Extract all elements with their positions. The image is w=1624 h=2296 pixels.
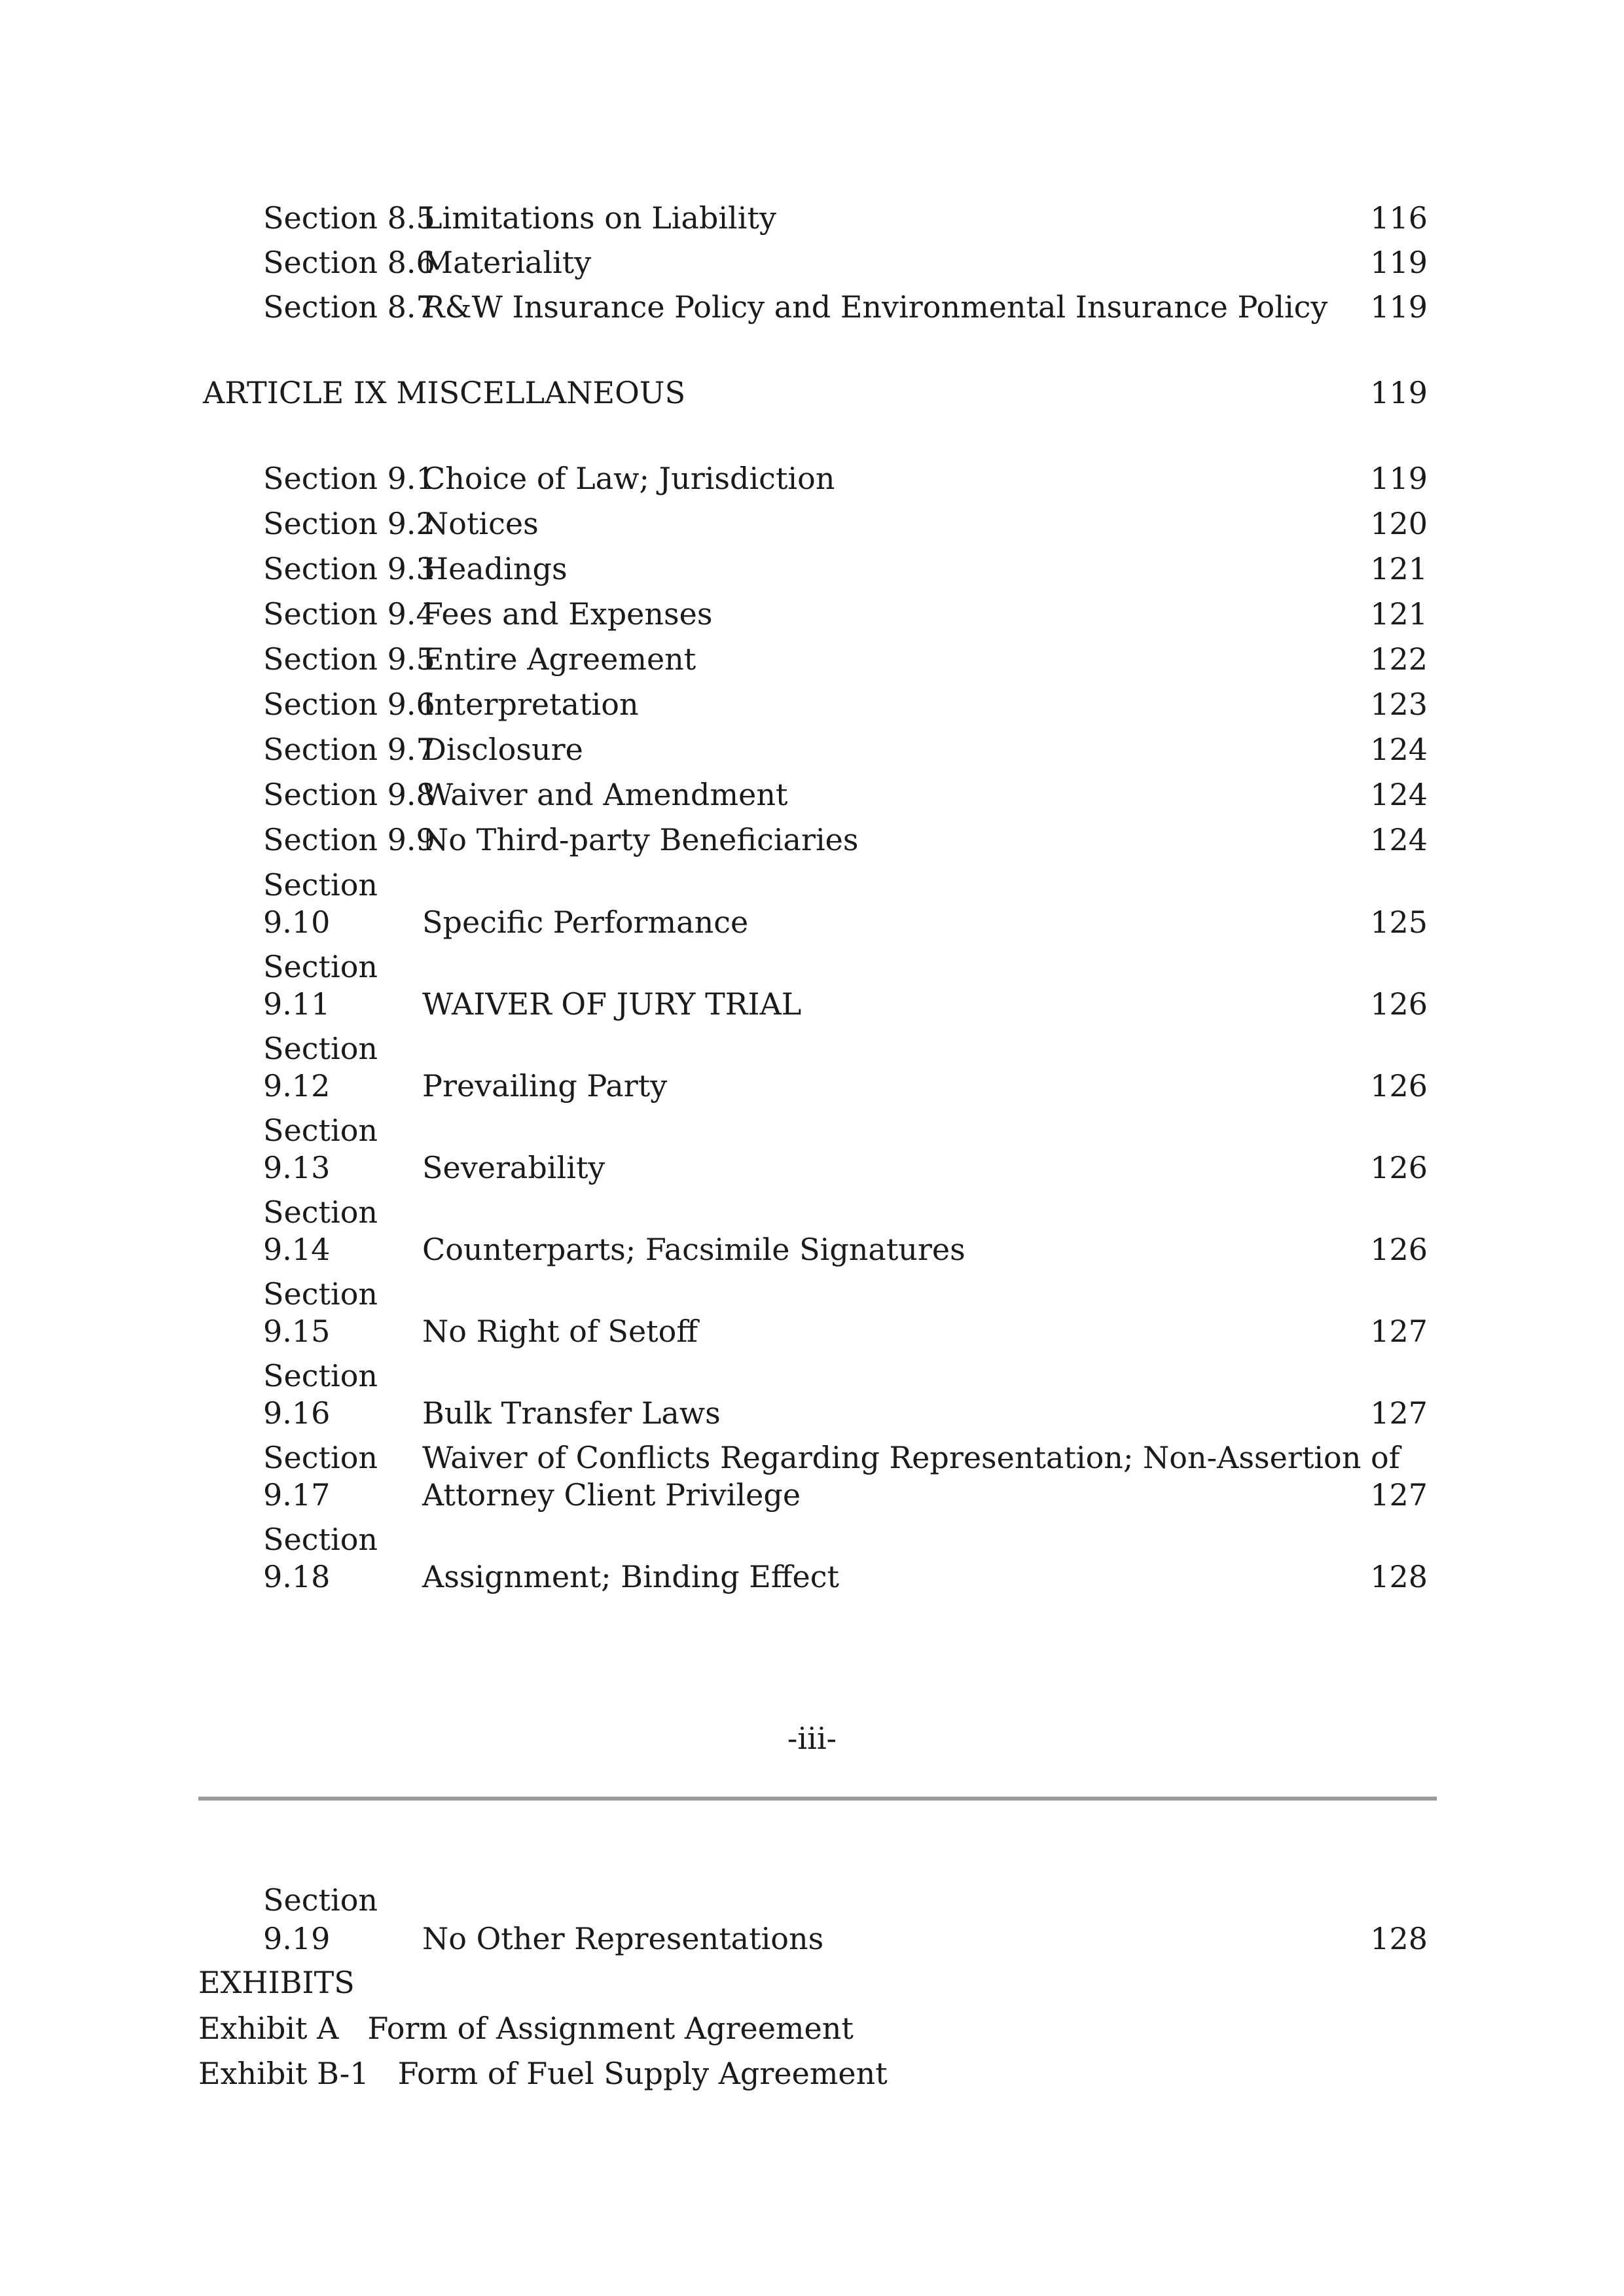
toc-title[interactable]: Severability (422, 1150, 605, 1185)
toc-page: 125 (1370, 905, 1428, 940)
exhibit-label: Exhibit B-1 (198, 2056, 369, 2091)
toc-page: 123 (1370, 687, 1428, 722)
toc-page: 120 (1370, 506, 1428, 541)
toc-page: 119 (1370, 245, 1428, 280)
toc-title[interactable]: Waiver and Amendment (422, 777, 788, 812)
toc-title[interactable]: No Right of Setoff (422, 1314, 698, 1349)
toc-page: 121 (1370, 596, 1428, 632)
toc-page: 124 (1370, 732, 1428, 767)
toc-title[interactable]: Interpretation (422, 687, 639, 722)
toc-label-number: 9.10 (263, 905, 331, 940)
toc-page: 126 (1370, 1232, 1428, 1267)
exhibit-title: Form of Fuel Supply Agreement (397, 2056, 888, 2091)
toc-label: Section 9.6 (263, 687, 435, 722)
toc-label: Section 8.6 (263, 245, 435, 280)
toc-label-number: 9.18 (263, 1559, 331, 1594)
toc-page: 128 (1370, 1559, 1428, 1594)
toc-page: 128 (1370, 1921, 1428, 1956)
toc-title[interactable]: No Third-party Beneficiaries (422, 822, 859, 857)
toc-label-number: 9.19 (263, 1921, 331, 1956)
toc-label: Section 9.3 (263, 551, 435, 586)
toc-label-word: Section (263, 1358, 378, 1393)
toc-label: Section 9.7 (263, 732, 435, 767)
toc-page: 116 (1370, 200, 1428, 236)
toc-label-number: 9.16 (263, 1395, 331, 1431)
toc-page: 127 (1370, 1314, 1428, 1349)
page-break-divider (198, 1797, 1437, 1801)
toc-page: 119 (1370, 461, 1428, 496)
toc-title[interactable]: No Other Representations (422, 1921, 824, 1956)
toc-label-number: 9.14 (263, 1232, 331, 1267)
toc-page: 124 (1370, 822, 1428, 857)
toc-label: Section 9.8 (263, 777, 435, 812)
toc-page: 126 (1370, 1150, 1428, 1185)
toc-title[interactable]: Fees and Expenses (422, 596, 713, 632)
toc-label: Section 9.4 (263, 596, 435, 632)
toc-label-word: Section (263, 1440, 378, 1475)
exhibit-label: Exhibit A (198, 2011, 339, 2046)
toc-page: 126 (1370, 986, 1428, 1022)
toc-title[interactable]: Choice of Law; Jurisdiction (422, 461, 835, 496)
toc-label-word: Section (263, 949, 378, 984)
toc-title[interactable]: Counterparts; Facsimile Signatures (422, 1232, 965, 1267)
toc-label: Section 9.2 (263, 506, 435, 541)
toc-label: Section 9.5 (263, 641, 435, 677)
toc-label: Section 9.9 (263, 822, 435, 857)
toc-label-word: Section (263, 867, 378, 903)
toc-page: 122 (1370, 641, 1428, 677)
toc-label: Section 9.1 (263, 461, 435, 496)
toc-label-word: Section (263, 1113, 378, 1148)
toc-title[interactable]: Notices (422, 506, 539, 541)
toc-page: 127 (1370, 1395, 1428, 1431)
toc-label-number: 9.11 (263, 986, 331, 1022)
toc-title[interactable]: Limitations on Liability (422, 200, 776, 236)
exhibit-title: Form of Assignment Agreement (367, 2011, 854, 2046)
toc-label-number: 9.15 (263, 1314, 331, 1349)
toc-title[interactable]: Attorney Client Privilege (422, 1477, 801, 1513)
toc-title[interactable]: Assignment; Binding Effect (422, 1559, 840, 1594)
toc-title[interactable]: Bulk Transfer Laws (422, 1395, 721, 1431)
toc-label-number: 9.13 (263, 1150, 331, 1185)
article-heading[interactable]: ARTICLE IX MISCELLANEOUS (203, 375, 686, 410)
toc-page: 124 (1370, 777, 1428, 812)
toc-label-word: Section (263, 1882, 378, 1918)
toc-title[interactable]: Materiality (422, 245, 592, 280)
toc-label-word: Section (263, 1031, 378, 1066)
toc-page: 126 (1370, 1068, 1428, 1103)
toc-label: Section 8.7 (263, 289, 435, 325)
article-page: 119 (1370, 375, 1428, 410)
toc-page: 119 (1370, 289, 1428, 325)
toc-title[interactable]: R&W Insurance Policy and Environmental Insurance Policy (422, 289, 1328, 325)
toc-page: 127 (1370, 1477, 1428, 1513)
toc-label-number: 9.12 (263, 1068, 331, 1103)
toc-title[interactable]: Headings (422, 551, 568, 586)
toc-page: 121 (1370, 551, 1428, 586)
toc-label-word: Section (263, 1276, 378, 1312)
exhibit-item[interactable] (198, 2010, 854, 2047)
toc-label-word: Section (263, 1522, 378, 1557)
toc-title[interactable]: Disclosure (422, 732, 583, 767)
toc-title[interactable]: Specific Performance (422, 905, 749, 940)
exhibits-heading: EXHIBITS (198, 1965, 355, 2000)
page-number: -iii- (787, 1721, 837, 1756)
toc-title[interactable]: Entire Agreement (422, 641, 696, 677)
toc-title-line1[interactable]: Waiver of Conflicts Regarding Representation; Non-Assertion of (422, 1440, 1400, 1475)
toc-label-word: Section (263, 1194, 378, 1230)
toc-title[interactable]: WAIVER OF JURY TRIAL (422, 986, 802, 1022)
toc-label-number: 9.17 (263, 1477, 331, 1513)
toc-title[interactable]: Prevailing Party (422, 1068, 668, 1103)
toc-label: Section 8.5 (263, 200, 435, 236)
exhibit-item[interactable] (198, 2055, 888, 2092)
